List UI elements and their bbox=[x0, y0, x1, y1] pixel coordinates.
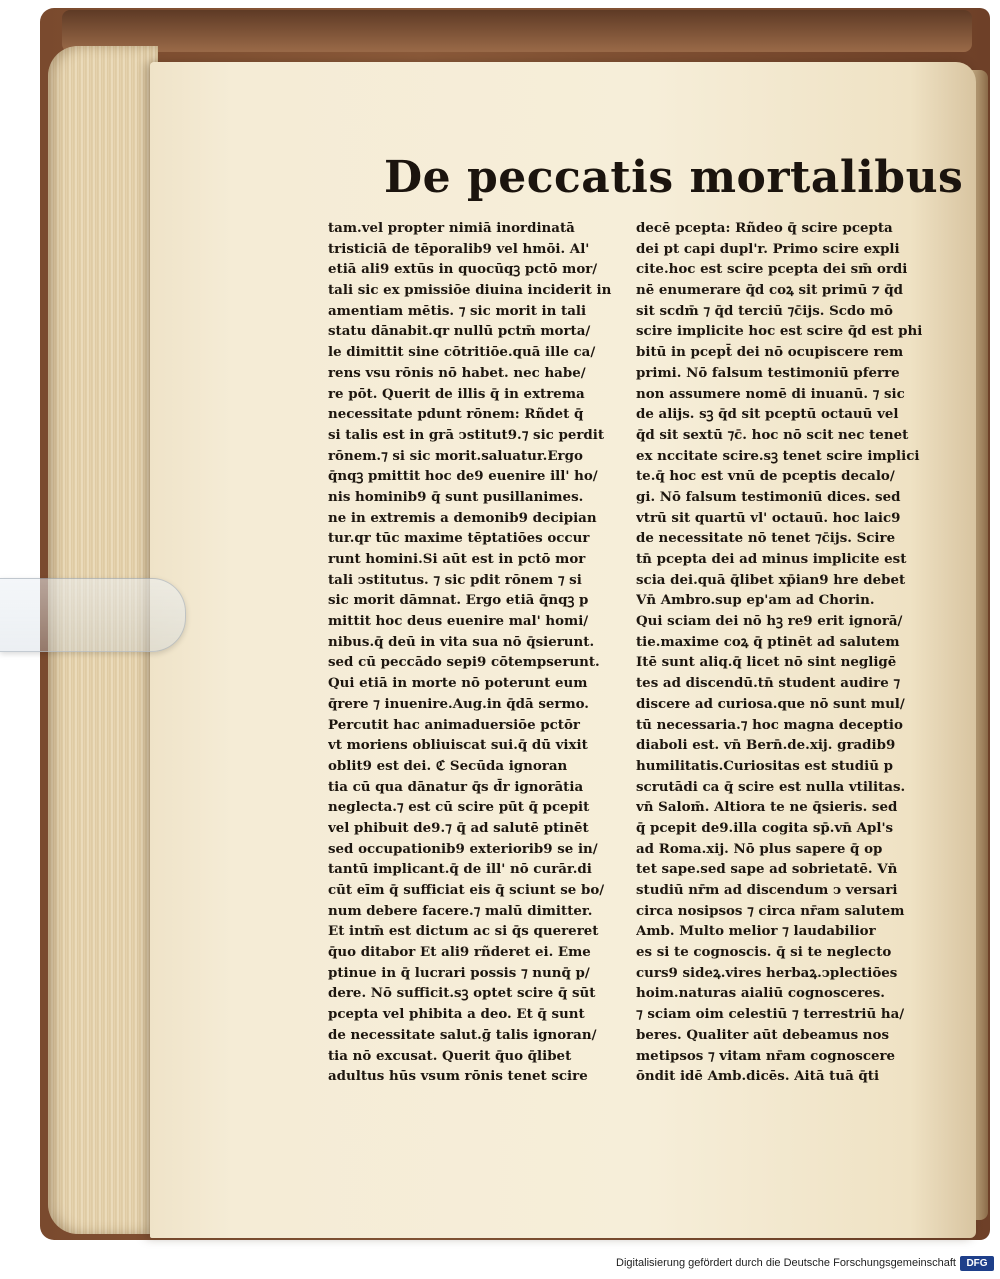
text-line: cite.hoc est scire pcepta dei sm̄ ordi bbox=[636, 261, 908, 278]
text-line: metipsos ⁊ vitam nr̄am cognoscere bbox=[636, 1047, 896, 1064]
text-line: primi. Nō falsum testimoniū pferre bbox=[636, 364, 900, 381]
text-line: nē enumerare q̄d coꝝ sit primū ⁊ q̄d bbox=[636, 282, 904, 299]
text-line: num debere facere.⁊ malū dimitter. bbox=[328, 902, 593, 919]
page-heading: De peccatis mortalibus bbox=[384, 152, 964, 203]
text-line: non assumere nomē di inuanū. ⁊ sic bbox=[636, 385, 905, 402]
text-line: pcepta vel phibita a deo. Et q̄ sunt bbox=[328, 1006, 585, 1023]
text-line: de necessitate nō tenet ⁊c̄ijs. Scire bbox=[636, 530, 896, 547]
text-line: re pōt. Querit de illis q̄ in extrema bbox=[328, 385, 585, 402]
text-line: ad Roma.xij. Nō plus sapere q̄ op bbox=[636, 840, 883, 857]
text-line: Vn̄ Ambro.sup ep'am ad Chorin. bbox=[636, 592, 875, 609]
text-line: tia nō excusat. Querit q̄uo q̄libet bbox=[328, 1047, 572, 1064]
text-line: beres. Qualiter aūt debeamus nos bbox=[636, 1026, 890, 1043]
text-line: adultus hūs vsum rōnis tenet scire bbox=[328, 1068, 588, 1085]
text-line: discere ad curiosa.que nō sunt mul/ bbox=[636, 695, 905, 712]
text-line: Qui etiā in morte nō poterunt eum bbox=[328, 675, 588, 692]
text-line: scia dei.quā q̄libet xp̄ian9 hre debet bbox=[636, 571, 906, 588]
text-line: Percutit hac animaduersiōe pctōr bbox=[328, 716, 580, 733]
text-line: dere. Nō sufficit.sꝫ optet scire q̄ sūt bbox=[328, 985, 596, 1002]
text-line: vt moriens obliuiscat sui.q̄ dū vixit bbox=[328, 737, 588, 754]
text-line: amentiam mētis. ⁊ sic morit in tali bbox=[328, 302, 587, 319]
text-line: tali ↄstitutus. ⁊ sic pdit rōnem ⁊ si bbox=[328, 571, 582, 588]
text-line: vn̄ Salom̄. Altiora te ne q̄sieris. sed bbox=[636, 799, 898, 816]
text-line: sit scdm̄ ⁊ q̄d terciū ⁊c̄ijs. Scdo mō bbox=[636, 302, 893, 319]
text-line: nis hominib9 q̄ sunt pusillanimes. bbox=[328, 488, 584, 505]
text-line: tie.maxime coꝝ q̄ ptinēt ad salutem bbox=[636, 633, 900, 650]
text-line: ōndit idē Amb.dicēs. Aitā tuā q̄ti bbox=[636, 1068, 880, 1085]
text-line: neglecta.⁊ est cū scire pūt q̄ pcepit bbox=[328, 799, 590, 816]
text-line: mittit hoc deus euenire mal' homi/ bbox=[328, 613, 589, 630]
text-line: etiā ali9 extūs in quocūqꝫ pctō mor/ bbox=[328, 261, 598, 278]
text-line: tam.vel propter nimiā inordinatā bbox=[328, 220, 575, 236]
text-line: ex nccitate scire.sꝫ tenet scire implici bbox=[636, 447, 920, 464]
text-line: tes ad discendū.tn̄ student audire ⁊ bbox=[636, 675, 901, 692]
text-line: q̄nqꝫ pmittit hoc de9 euenire ill' ho/ bbox=[328, 468, 598, 485]
page-marker-tab bbox=[0, 578, 186, 652]
dfg-logo: DFG bbox=[960, 1256, 994, 1271]
text-line: decē pcepta: Rñdeo q̄ scire pcepta bbox=[636, 220, 893, 236]
text-line: si talis est in grā ↄstitut9.⁊ sic perdit bbox=[328, 426, 605, 443]
text-line: oblit9 est dei. ℭ Secūda ignoran bbox=[328, 757, 568, 774]
text-line: circa nosipsos ⁊ circa nr̄am salutem bbox=[636, 902, 905, 919]
text-line: cūt eīm q̄ sufficiat eis q̄ sciunt se bo/ bbox=[328, 882, 605, 898]
text-line: sed occupationib9 exteriorib9 se in/ bbox=[328, 840, 598, 857]
text-line: vtrū sit quartū vl' octauū. hoc laic9 bbox=[636, 509, 901, 526]
text-line: humilitatis.Curiositas est studiū p bbox=[636, 757, 893, 774]
text-line: diaboli est. vn̄ Bern̄.de.xij. gradib9 bbox=[636, 737, 896, 754]
text-line: q̄ pcepit de9.illa cogita sp̄.vn̄ Apl's bbox=[636, 819, 894, 836]
text-line: rens vsu rōnis nō habet. nec habe/ bbox=[328, 364, 586, 381]
text-line: gi. Nō falsum testimoniū dices. sed bbox=[636, 488, 901, 505]
text-line: rōnem.⁊ si sic morit.saluatur.Ergo bbox=[328, 447, 583, 464]
text-line: tia cū qua dānatur q̄s d̄r ignorātia bbox=[328, 778, 584, 795]
text-line: sic morit dāmnat. Ergo etiā q̄nqꝫ p bbox=[328, 592, 589, 609]
text-line: de necessitate salut.ḡ talis ignoran/ bbox=[328, 1026, 597, 1043]
left-text-column bbox=[328, 218, 628, 1087]
text-line: Et intm̄ est dictum ac si q̄s quereret bbox=[328, 923, 599, 940]
text-line: tet sape.sed sape ad sobrietatē. Vn̄ bbox=[636, 861, 898, 878]
text-line: q̄d sit sextū ⁊c̄. hoc nō scit nec tenet bbox=[636, 426, 909, 443]
text-line: ptinue in q̄ lucrari possis ⁊ nunq̄ p/ bbox=[328, 964, 590, 981]
text-line: dei pt capi dupl'r. Primo scire expli bbox=[636, 240, 900, 257]
text-line: necessitate pdunt rōnem: Rñdet q̄ bbox=[328, 406, 584, 423]
text-line: studiū nr̄m ad discendum ↄ versari bbox=[636, 882, 898, 898]
book-cover-top bbox=[62, 10, 972, 52]
text-line: tur.qr tūc maxime tēptatiōes occur bbox=[328, 530, 590, 547]
text-line: Amb. Multo melior ⁊ laudabilior bbox=[636, 923, 876, 940]
text-line: statu dānabit.qr nullū pctm̄ morta/ bbox=[328, 323, 591, 340]
text-line: q̄uo ditabor Et ali9 rñderet ei. Eme bbox=[328, 944, 591, 961]
text-line: scrutādi ca q̄ scire est nulla vtilitas. bbox=[636, 778, 906, 795]
text-line: tū necessaria.⁊ hoc magna deceptio bbox=[636, 716, 903, 733]
right-text-column bbox=[636, 218, 936, 1087]
funding-credit: Digitalisierung gefördert durch die Deutsche Forschungsgemeinschaft bbox=[616, 1257, 956, 1269]
text-line: nibus.q̄ deū in vita sua nō q̄sierunt. bbox=[328, 633, 595, 650]
text-line: tantū implicant.q̄ de ill' nō curār.di bbox=[328, 861, 592, 878]
text-line: tristiciā de tēporalib9 vel hmōi. Al' bbox=[328, 240, 590, 257]
text-line: q̄rere ⁊ inuenire.Aug.in q̄dā sermo. bbox=[328, 695, 589, 712]
text-line: tn̄ pcepta dei ad minus implicite est bbox=[636, 551, 907, 567]
text-line: Itē sunt aliq.q̄ licet nō sint negligē bbox=[636, 654, 897, 671]
text-line: scire implicite hoc est scire q̄d est phi bbox=[636, 323, 923, 340]
text-line: sed cū peccādo sepi9 cōtempserunt. bbox=[328, 654, 600, 671]
text-line: curs9 sideꝝ.vires herbaꝝ.ↄplectiōes bbox=[636, 964, 898, 981]
text-line: ne in extremis a demonib9 decipian bbox=[328, 509, 597, 526]
text-line: bitū in pcept̄ dei nō ocupiscere rem bbox=[636, 344, 904, 361]
text-line: ⁊ sciam oim celestiū ⁊ terrestriū ha/ bbox=[636, 1006, 905, 1023]
text-line: te.q̄ hoc est vnū de pceptis decalo/ bbox=[636, 468, 895, 485]
text-line: le dimittit sine cōtritiōe.quā ille ca/ bbox=[328, 344, 596, 361]
text-line: vel phibuit de9.⁊ q̄ ad salutē ptinēt bbox=[328, 819, 589, 836]
text-line: runt homini.Si aūt est in pctō mor bbox=[328, 551, 586, 567]
text-line: es si te cognoscis. q̄ si te neglecto bbox=[636, 944, 892, 961]
text-line: hoim.naturas aialiū cognosceres. bbox=[636, 985, 885, 1002]
text-line: Qui sciam dei nō hꝫ re9 erit ignorā/ bbox=[636, 613, 903, 630]
text-line: tali sic ex pmissiōe diuina inciderit in bbox=[328, 282, 612, 299]
text-line: de alijs. sꝫ q̄d sit pceptū octauū vel bbox=[636, 406, 899, 423]
